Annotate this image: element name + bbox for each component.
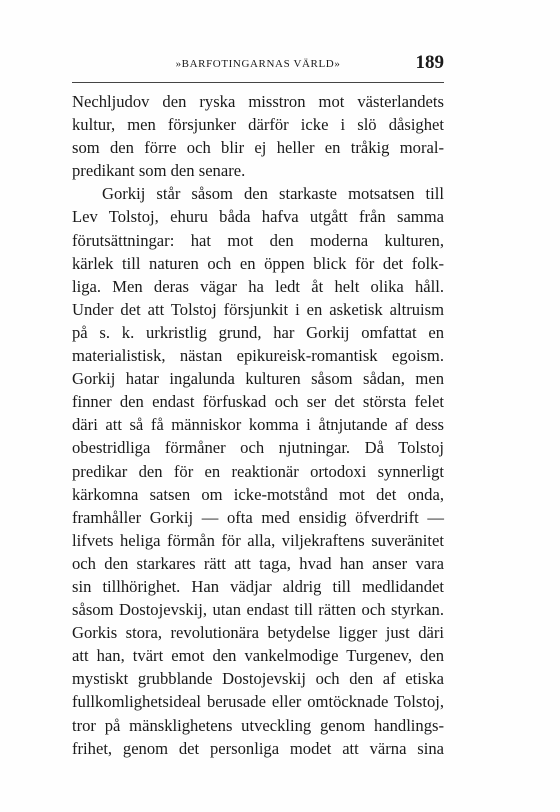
text-line: Gorkij hatar ingalunda kulturen såsom sådan, men — [72, 369, 444, 389]
text-line: frihet, genom det personliga modet att värna sina — [72, 738, 444, 758]
text-line: att han, tvärt emot den vankelmodige Turgenev, den — [72, 646, 444, 666]
text-line: som den förre och blir ej heller en tråkig moral- — [72, 138, 444, 158]
text-line: obestridliga förmåner och njutningar. Då Tolstoj — [72, 438, 444, 458]
text-line: däri att så få människor komma i åtnjutande af dess — [72, 415, 444, 435]
header-rule — [72, 82, 444, 83]
text-line: materialistisk, nästan epikureisk-romantisk egoism. — [72, 346, 444, 366]
text-line: predikar den för en reaktionär ortodoxi synnerligt — [72, 461, 444, 481]
text-line: på s. k. urkristlig grund, har Gorkij omfattat en — [72, 322, 444, 342]
text-line: Under det att Tolstoj försjunkit i en asketisk altruism — [72, 299, 444, 319]
text-line: fullkomlighetsideal berusade eller omtöcknade Tolstoj, — [72, 692, 444, 712]
page-number: 189 — [415, 52, 444, 73]
text-line: och den starkares rätt att taga, hvad han anser vara — [72, 553, 444, 573]
text-line: Lev Tolstoj, ehuru båda hafva utgått från samma — [72, 207, 444, 227]
text-line: kärlek till naturen och en öppen blick för det folk- — [72, 253, 444, 273]
running-title: »BARFOTINGARNAS VÄRLD» — [175, 58, 341, 70]
text-line: liga. Men deras vägar ha ledt åt helt olika håll. — [72, 276, 444, 296]
text-line: framhåller Gorkij — ofta med ensidig öfverdrift — — [72, 507, 444, 527]
running-header — [72, 52, 444, 76]
text-line: sin tillhörighet. Han vädjar aldrig till medlidandet — [72, 576, 444, 596]
text-line: tror på mänsklighetens utveckling genom handlings- — [72, 715, 444, 735]
text-line: lifvets heliga förmån för alla, viljekraftens suveränitet — [72, 530, 444, 550]
text-line: kärkomna satsen om icke-motstånd mot det onda, — [72, 484, 444, 504]
body-text — [72, 90, 444, 760]
text-line: såsom Dostojevskij, utan endast till rätten och styrkan. — [72, 600, 444, 620]
text-line: Gorkij står såsom den starkaste motsatsen till — [102, 184, 444, 204]
text-line: predikant som den senare. — [72, 161, 246, 181]
text-line: förutsättningar: hat mot den moderna kulturen, — [72, 230, 444, 250]
text-line: Nechljudov den ryska misstron mot västerlandets — [72, 92, 444, 111]
text-line: kultur, men försjunker därför icke i slö dåsighet — [72, 115, 444, 135]
text-line: Gorkis stora, revolutionära betydelse ligger just däri — [72, 623, 444, 643]
text-line: finner den endast förfuskad och ser det största felet — [72, 392, 444, 412]
text-line: mystiskt grubblande Dostojevskij och den af etiska — [72, 669, 444, 689]
